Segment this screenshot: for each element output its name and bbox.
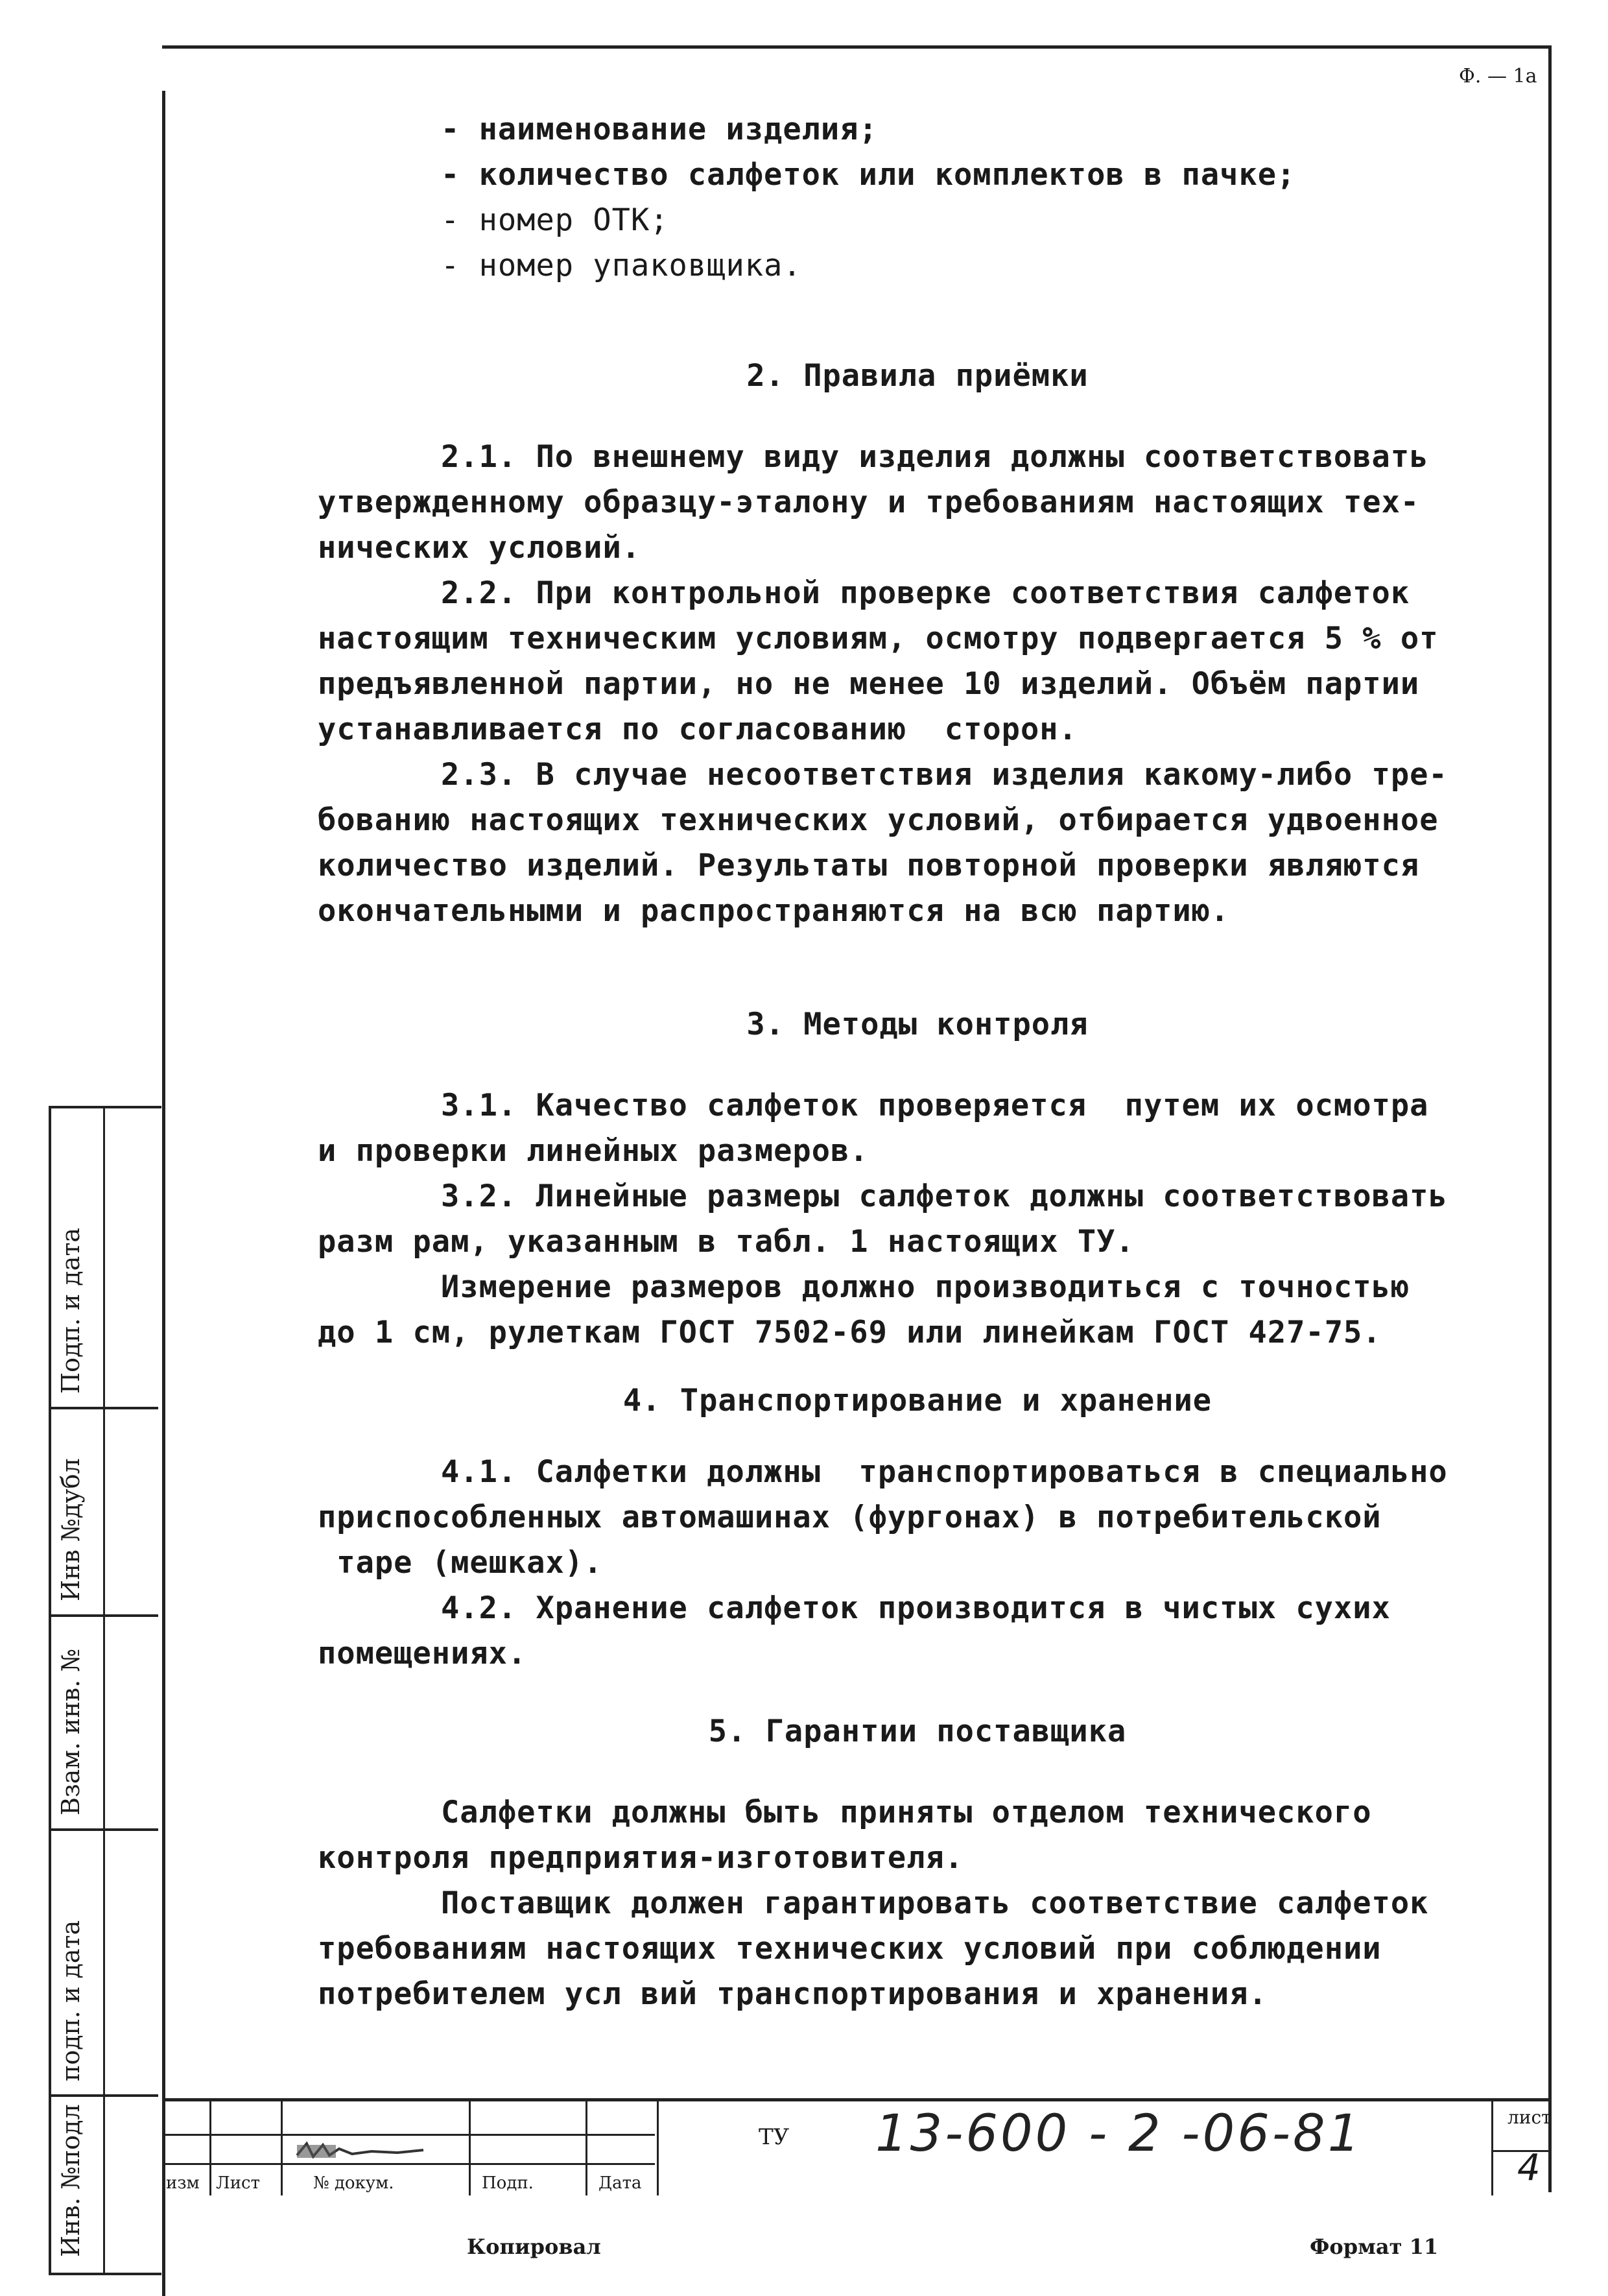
- section-title: 2. Правила приёмки: [746, 358, 1089, 394]
- frame-right-line: [1548, 45, 1552, 2192]
- col-date: Дата: [598, 2173, 642, 2193]
- section-title: 5. Гарантии поставщика: [708, 1714, 1127, 1749]
- col-doc: № докум.: [313, 2173, 394, 2193]
- paragraph-line: бованию настоящих технических условий, отбирается удвоенное: [318, 802, 1439, 838]
- side-label-replace-inv: Взам. инв. №: [56, 1648, 85, 1815]
- paragraph-line: и проверки линейных размеров.: [318, 1133, 869, 1169]
- section-4: [318, 1378, 1517, 1677]
- list-item: - номер ОТК;: [441, 202, 669, 238]
- signature-scribble: [294, 2137, 436, 2163]
- section-title: 4. Транспортирование и хранение: [622, 1383, 1212, 1418]
- paragraph-line: нических условий.: [318, 530, 641, 566]
- section-3: [318, 1002, 1517, 1356]
- paragraph-line: требованиям настоящих технических условий при соблюдении: [318, 1931, 1382, 1967]
- paragraph-line: 2.1. По внешнему виду изделия должны соответствовать: [441, 439, 1429, 475]
- paragraph-line: до 1 см, рулеткам ГОСТ 7502-69 или линейкам ГОСТ 427-75.: [318, 1315, 1382, 1350]
- paragraph-line: потребителем усл вий транспортирования и хранения.: [318, 1976, 1268, 2012]
- frame-top-line: [162, 45, 1550, 49]
- section-2: [318, 353, 1517, 934]
- paragraph-line: 2.3. В случае несоответствия изделия какому-либо тре-: [441, 757, 1448, 793]
- paragraph-line: помещениях.: [318, 1636, 527, 1671]
- paragraph-line: утвержденному образцу-эталону и требованиям настоящих тех-: [318, 484, 1420, 520]
- side-label-orig-inv: Инв. №подл: [56, 2104, 85, 2257]
- side-stamp: [49, 1106, 161, 2275]
- col-list: Лист: [216, 2173, 260, 2193]
- col-podp: Подп.: [482, 2173, 534, 2193]
- section-title: 3. Методы контроля: [746, 1007, 1089, 1042]
- footer-format: Формат 11: [1310, 2234, 1439, 2259]
- paragraph-line: 3.1. Качество салфеток проверяется путем их осмотра: [441, 1088, 1429, 1123]
- list-item: - номер упаковщика.: [441, 248, 802, 283]
- list-item: - количество салфеток или комплектов в пачке;: [441, 157, 1296, 193]
- side-label-dup-inv: Инв №дубл: [56, 1458, 85, 1601]
- paragraph-line: количество изделий. Результаты повторной проверки являются: [318, 848, 1420, 883]
- paragraph-line: устанавливается по согласованию сторон.: [318, 712, 1078, 747]
- document-number: 13-600 - 2 -06-81: [875, 2105, 1363, 2163]
- sheet-label: лист: [1508, 2107, 1552, 2128]
- tu-label: ТУ: [759, 2124, 790, 2150]
- side-stamp-divider: [103, 1108, 105, 2273]
- paragraph-line: приспособленных автомашинах (фургонах) в потребительской: [318, 1500, 1382, 1535]
- paragraph-line: контроля предприятия-изготовителя.: [318, 1840, 964, 1876]
- frame-left-line: [162, 91, 165, 2296]
- paragraph-line: 4.2. Хранение салфеток производится в чистых сухих: [441, 1590, 1391, 1626]
- paragraph-line: 3.2. Линейные размеры салфеток должны соответствовать: [441, 1178, 1448, 1214]
- paragraph-line: настоящим техническим условиям, осмотру подвергается 5 % от: [318, 621, 1439, 656]
- sheet-number: 4: [1517, 2147, 1541, 2189]
- paragraph-line: 2.2. При контрольной проверке соответствия салфеток: [441, 575, 1410, 611]
- col-izm: изм: [166, 2173, 200, 2193]
- paragraph-line: Салфетки должны быть приняты отделом технического: [441, 1795, 1372, 1830]
- side-label-sign-date-2: подп. и дата: [56, 1920, 85, 2081]
- paragraph-line: окончательными и распространяются на всю партию.: [318, 893, 1230, 929]
- intro-list: [318, 107, 1517, 289]
- paragraph-line: 4.1. Салфетки должны транспортироваться в специально: [441, 1454, 1448, 1490]
- paragraph-line: предъявленной партии, но не менее 10 изделий. Объём партии: [318, 666, 1420, 702]
- list-item: - наименование изделия;: [441, 112, 878, 147]
- section-5: [318, 1709, 1517, 2017]
- side-label-sign-date: Подп. и дата: [56, 1227, 85, 1394]
- paragraph-line: Измерение размеров должно производиться с точностью: [441, 1269, 1410, 1305]
- footer-copied: Копировал: [467, 2234, 601, 2259]
- paragraph-line: разм рам, указанным в табл. 1 настоящих ТУ.: [318, 1224, 1135, 1260]
- paragraph-line: Поставщик должен гарантировать соответствие салфеток: [441, 1885, 1429, 1921]
- format-mark: Ф. — 1а: [1459, 65, 1537, 88]
- paragraph-line: таре (мешках).: [318, 1545, 603, 1581]
